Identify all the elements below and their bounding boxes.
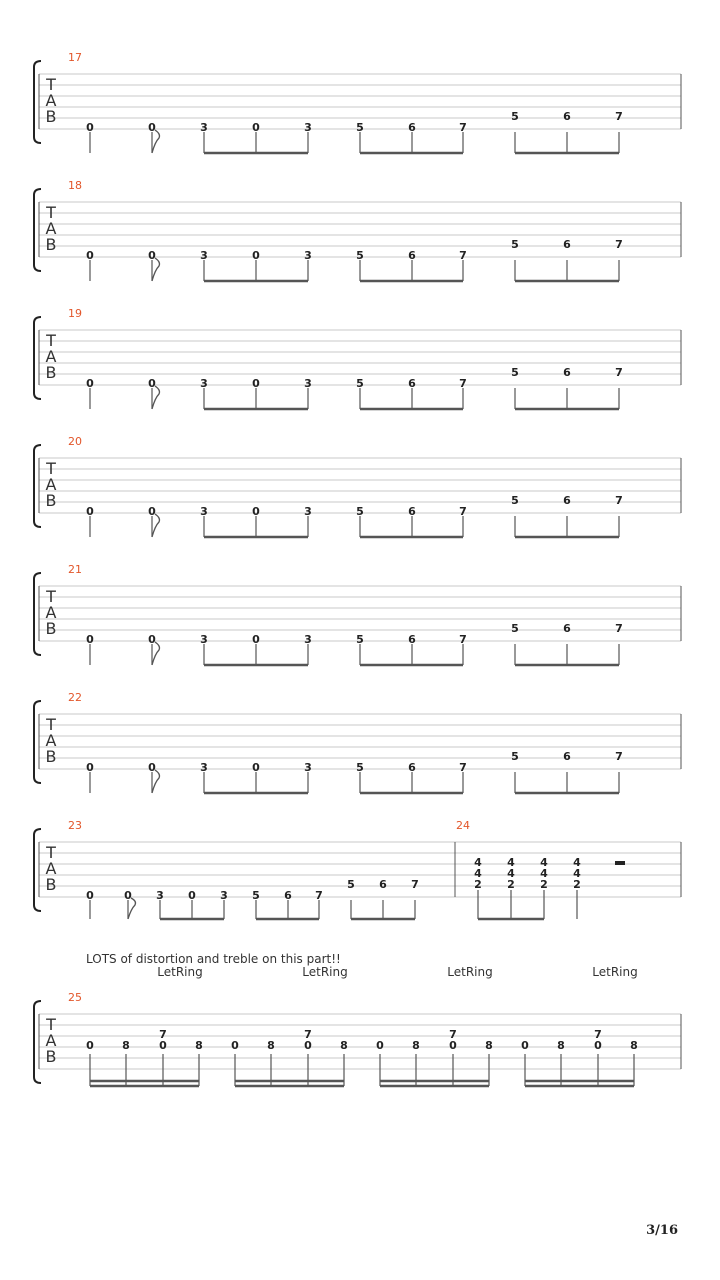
fret-number: 7 <box>459 633 467 646</box>
fret-number: 0 <box>449 1039 457 1052</box>
let-ring-label: LetRing <box>157 965 203 979</box>
let-ring-label: LetRing <box>302 965 348 979</box>
fret-number-high: 7 <box>449 1028 457 1041</box>
fret-number: 8 <box>557 1039 565 1052</box>
tab-clef-letter: T <box>46 203 56 222</box>
chord-fret-number: 4 <box>573 856 581 869</box>
fret-number: 5 <box>356 633 364 646</box>
measure-number: 20 <box>68 435 82 448</box>
fret-number: 0 <box>252 249 260 262</box>
fret-number: 6 <box>563 366 571 379</box>
fret-number: 0 <box>521 1039 529 1052</box>
fret-number: 0 <box>86 121 94 134</box>
fret-number: 0 <box>86 249 94 262</box>
fret-number: 8 <box>630 1039 638 1052</box>
fret-number: 8 <box>195 1039 203 1052</box>
fret-number: 7 <box>459 121 467 134</box>
fret-number: 7 <box>459 505 467 518</box>
fret-number: 0 <box>594 1039 602 1052</box>
measure-number: 22 <box>68 691 82 704</box>
tab-clef-letter: A <box>45 603 57 622</box>
tab-clef-letter: A <box>45 859 57 878</box>
tab-clef-letter: B <box>45 491 57 510</box>
chord-fret-number: 4 <box>474 856 482 869</box>
tab-clef-letter: B <box>45 747 57 766</box>
fret-number: 3 <box>304 761 312 774</box>
let-ring-label: LetRing <box>592 965 638 979</box>
fret-number: 5 <box>511 750 519 763</box>
fret-number: 0 <box>231 1039 239 1052</box>
fret-number: 0 <box>159 1039 167 1052</box>
chord-fret-number: 4 <box>474 867 482 880</box>
system-bracket <box>34 829 41 911</box>
tab-clef-letter: T <box>46 843 56 862</box>
fret-number: 0 <box>148 121 156 134</box>
fret-number: 5 <box>511 366 519 379</box>
fret-number: 6 <box>408 249 416 262</box>
tab-clef-letter: B <box>45 235 57 254</box>
tab-clef-letter: T <box>46 715 56 734</box>
fret-number: 0 <box>252 633 260 646</box>
fret-number: 0 <box>124 889 132 902</box>
fret-number: 3 <box>304 633 312 646</box>
fret-number: 7 <box>459 377 467 390</box>
fret-number: 0 <box>86 761 94 774</box>
fret-number: 7 <box>315 889 323 902</box>
fret-number: 0 <box>252 121 260 134</box>
fret-number: 0 <box>86 633 94 646</box>
fret-number: 6 <box>408 633 416 646</box>
fret-number: 6 <box>408 121 416 134</box>
fret-number-high: 7 <box>304 1028 312 1041</box>
fret-number: 7 <box>615 366 623 379</box>
fret-number: 3 <box>200 633 208 646</box>
fret-number: 3 <box>200 761 208 774</box>
rest-symbol <box>615 861 625 865</box>
tab-clef-letter: T <box>46 459 56 478</box>
system-bracket <box>34 61 41 143</box>
fret-number: 7 <box>411 878 419 891</box>
fret-number: 6 <box>563 750 571 763</box>
system-bracket <box>34 1001 41 1083</box>
fret-number: 5 <box>511 238 519 251</box>
fret-number: 6 <box>563 494 571 507</box>
tab-clef-letter: A <box>45 347 57 366</box>
fret-number: 3 <box>200 505 208 518</box>
tab-clef-letter: A <box>45 1031 57 1050</box>
chord-fret-number: 4 <box>540 867 548 880</box>
chord-fret-number: 4 <box>540 856 548 869</box>
measure-number: 19 <box>68 307 82 320</box>
system-bracket <box>34 701 41 783</box>
fret-number: 6 <box>563 238 571 251</box>
fret-number: 5 <box>347 878 355 891</box>
fret-number-high: 7 <box>594 1028 602 1041</box>
fret-number: 6 <box>379 878 387 891</box>
chord-fret-number: 4 <box>573 867 581 880</box>
tab-clef-letter: B <box>45 1047 57 1066</box>
fret-number: 0 <box>86 1039 94 1052</box>
measure-number: 18 <box>68 179 82 192</box>
fret-number: 5 <box>356 249 364 262</box>
fret-number: 0 <box>86 889 94 902</box>
staff <box>34 1001 681 1083</box>
tab-clef-letter: B <box>45 107 57 126</box>
fret-number: 5 <box>356 505 364 518</box>
fret-number: 0 <box>148 377 156 390</box>
fret-number: 3 <box>156 889 164 902</box>
fret-number: 8 <box>340 1039 348 1052</box>
fret-number: 0 <box>188 889 196 902</box>
system-bracket <box>34 573 41 655</box>
fret-number: 0 <box>252 761 260 774</box>
fret-number: 6 <box>563 110 571 123</box>
fret-number: 6 <box>408 505 416 518</box>
tab-clef-letter: B <box>45 363 57 382</box>
fret-number: 6 <box>408 377 416 390</box>
fret-number: 5 <box>356 761 364 774</box>
chord-fret-number: 2 <box>474 878 482 891</box>
fret-number: 5 <box>356 121 364 134</box>
fret-number: 0 <box>376 1039 384 1052</box>
system-bracket <box>34 445 41 527</box>
fret-number: 7 <box>615 622 623 635</box>
tab-clef-letter: B <box>45 619 57 638</box>
fret-number: 5 <box>252 889 260 902</box>
fret-number: 0 <box>148 249 156 262</box>
fret-number: 5 <box>511 494 519 507</box>
fret-number: 0 <box>148 633 156 646</box>
measure-number: 23 <box>68 819 82 832</box>
chord-fret-number: 2 <box>540 878 548 891</box>
fret-number: 7 <box>615 494 623 507</box>
performance-note: LOTS of distortion and treble on this part!! <box>86 952 341 966</box>
tab-clef-letter: B <box>45 875 57 894</box>
fret-number: 3 <box>304 377 312 390</box>
fret-number: 8 <box>267 1039 275 1052</box>
fret-number: 0 <box>252 377 260 390</box>
tab-clef-letter: A <box>45 219 57 238</box>
measure-number: 25 <box>68 991 82 1004</box>
tab-clef-letter: T <box>46 1015 56 1034</box>
tab-clef-letter: A <box>45 731 57 750</box>
fret-number: 7 <box>615 110 623 123</box>
fret-number: 0 <box>86 505 94 518</box>
fret-number: 3 <box>304 505 312 518</box>
fret-number: 8 <box>485 1039 493 1052</box>
fret-number: 3 <box>200 249 208 262</box>
fret-number: 6 <box>284 889 292 902</box>
fret-number: 3 <box>220 889 228 902</box>
tab-clef-letter: A <box>45 475 57 494</box>
system-bracket <box>34 189 41 271</box>
fret-number: 0 <box>304 1039 312 1052</box>
fret-number: 7 <box>459 761 467 774</box>
fret-number: 5 <box>356 377 364 390</box>
fret-number: 6 <box>408 761 416 774</box>
fret-number: 8 <box>412 1039 420 1052</box>
fret-number: 0 <box>86 377 94 390</box>
tab-clef-letter: T <box>46 75 56 94</box>
chord-fret-number: 4 <box>507 867 515 880</box>
measure-number: 21 <box>68 563 82 576</box>
fret-number: 3 <box>200 377 208 390</box>
fret-number-high: 7 <box>159 1028 167 1041</box>
page-number: 3/16 <box>646 1223 678 1238</box>
fret-number: 5 <box>511 110 519 123</box>
let-ring-label: LetRing <box>447 965 493 979</box>
system-bracket <box>34 317 41 399</box>
fret-number: 8 <box>122 1039 130 1052</box>
fret-number: 7 <box>615 750 623 763</box>
chord-fret-number: 4 <box>507 856 515 869</box>
fret-number: 6 <box>563 622 571 635</box>
fret-number: 0 <box>252 505 260 518</box>
fret-number: 0 <box>148 761 156 774</box>
fret-number: 3 <box>200 121 208 134</box>
tab-clef-letter: T <box>46 331 56 350</box>
fret-number: 0 <box>148 505 156 518</box>
chord-fret-number: 2 <box>507 878 515 891</box>
measure-number: 17 <box>68 51 82 64</box>
tab-clef-letter: T <box>46 587 56 606</box>
fret-number: 7 <box>615 238 623 251</box>
fret-number: 3 <box>304 249 312 262</box>
fret-number: 7 <box>459 249 467 262</box>
fret-number: 3 <box>304 121 312 134</box>
tab-clef-letter: A <box>45 91 57 110</box>
measure-number: 24 <box>456 819 470 832</box>
fret-number: 5 <box>511 622 519 635</box>
chord-fret-number: 2 <box>573 878 581 891</box>
